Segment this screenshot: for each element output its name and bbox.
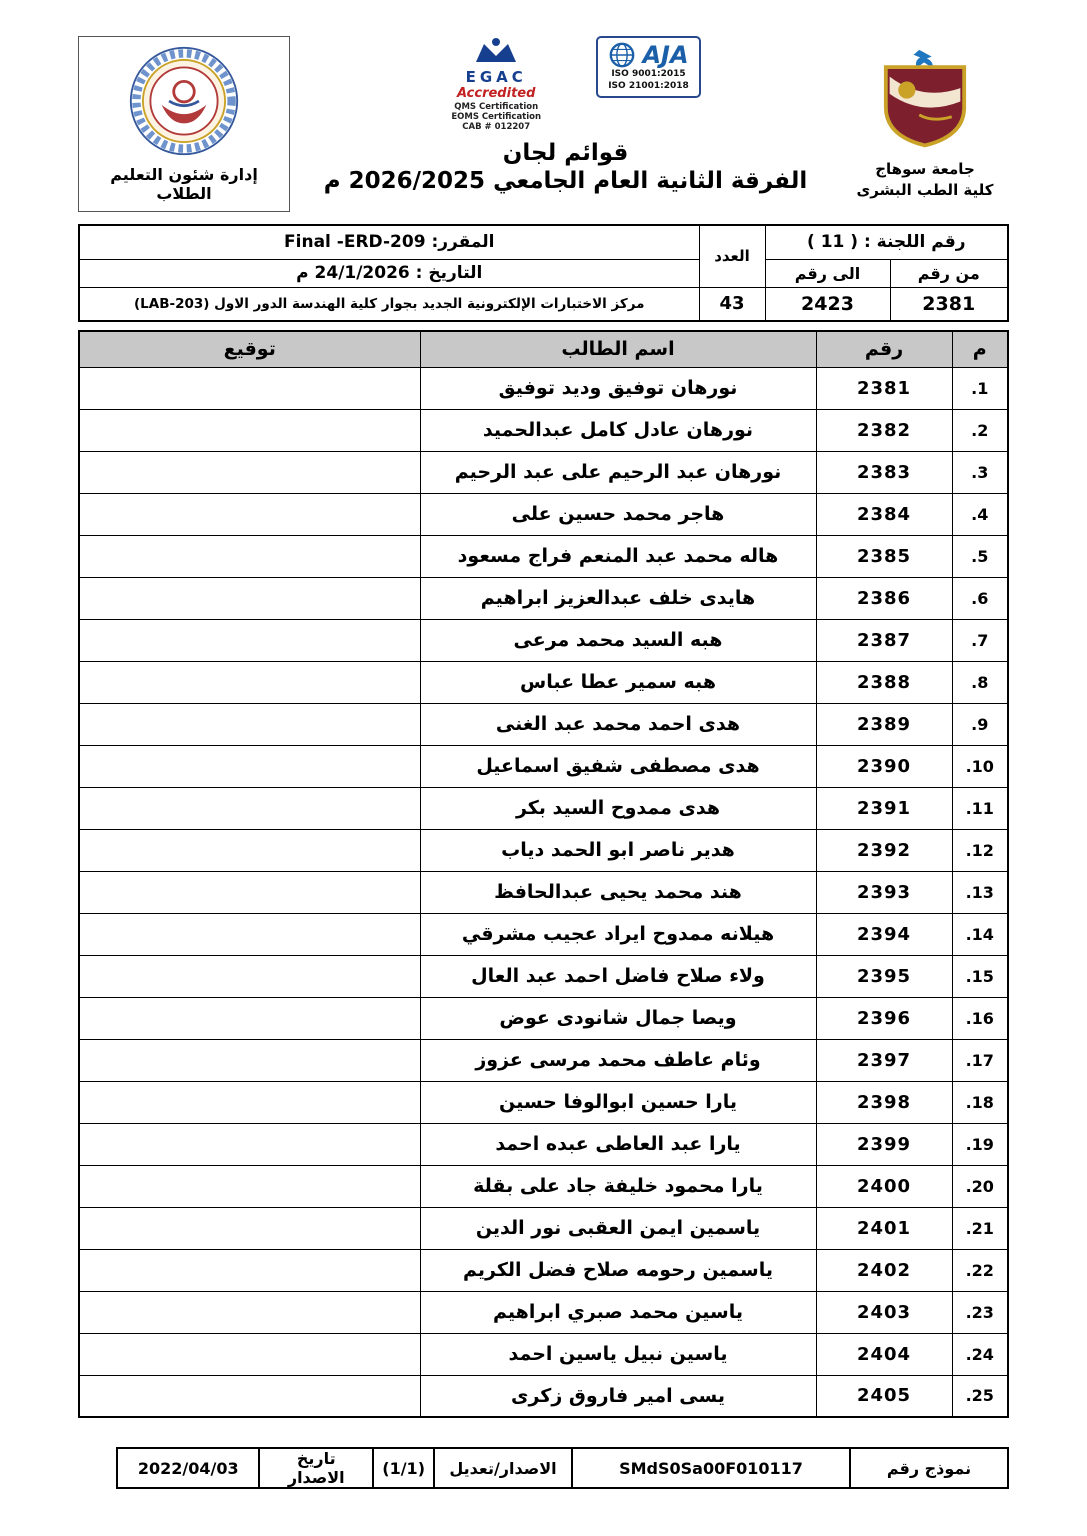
aja-iso-line-1: ISO 9001:2015 — [611, 69, 686, 79]
row-index: 13. — [952, 871, 1008, 913]
row-signature — [79, 577, 420, 619]
row-index: 11. — [952, 787, 1008, 829]
row-name: ياسمين ايمن العقبى نور الدين — [420, 1207, 816, 1249]
row-index: 21. — [952, 1207, 1008, 1249]
row-signature — [79, 451, 420, 493]
faculty-emblem-logo — [128, 45, 240, 157]
row-number: 2405 — [816, 1375, 952, 1417]
students-tbody — [79, 367, 1008, 1417]
exam-venue-cell: مركز الاختبارات الإلكترونية الجديد بجوار كلية الهندسة الدور الاول (LAB-203) — [79, 287, 699, 321]
student-row — [79, 1291, 1008, 1333]
student-row — [79, 703, 1008, 745]
count-value-cell: 43 — [699, 287, 765, 321]
row-signature — [79, 367, 420, 409]
row-index: 6. — [952, 577, 1008, 619]
row-index: 12. — [952, 829, 1008, 871]
row-name: يارا عبد العاطى عبده احمد — [420, 1123, 816, 1165]
row-name: ولاء صلاح فاضل احمد عبد العال — [420, 955, 816, 997]
student-row — [79, 661, 1008, 703]
row-name: هدى مصطفى شفيق اسماعيل — [420, 745, 816, 787]
row-signature — [79, 1333, 420, 1375]
issue-date-value: 2022/04/03 — [117, 1448, 259, 1488]
row-index: 4. — [952, 493, 1008, 535]
row-number: 2401 — [816, 1207, 952, 1249]
row-index: 15. — [952, 955, 1008, 997]
row-number: 2396 — [816, 997, 952, 1039]
row-number: 2392 — [816, 829, 952, 871]
row-signature — [79, 997, 420, 1039]
row-name: وئام عاطف محمد مرسى عزوز — [420, 1039, 816, 1081]
row-name: نورهان عبد الرحيم على عبد الرحيم — [420, 451, 816, 493]
row-signature — [79, 955, 420, 997]
row-index: 2. — [952, 409, 1008, 451]
student-row — [79, 1039, 1008, 1081]
to-number-label-cell: الى رقم — [765, 259, 890, 287]
row-number: 2383 — [816, 451, 952, 493]
row-name: هبه السيد محمد مرعى — [420, 619, 816, 661]
aja-iso-line-2: ISO 21001:2018 — [608, 80, 689, 91]
row-index: 25. — [952, 1375, 1008, 1417]
row-index: 10. — [952, 745, 1008, 787]
row-number: 2384 — [816, 493, 952, 535]
row-index: 18. — [952, 1081, 1008, 1123]
row-index: 9. — [952, 703, 1008, 745]
student-row — [79, 787, 1008, 829]
row-name: هيلانه ممدوح ايراد عجيب مشرقي — [420, 913, 816, 955]
row-number: 2398 — [816, 1081, 952, 1123]
row-signature — [79, 1249, 420, 1291]
row-number: 2391 — [816, 787, 952, 829]
row-signature — [79, 535, 420, 577]
row-signature — [79, 1375, 420, 1417]
row-name: هاله محمد عبد المنعم فراج مسعود — [420, 535, 816, 577]
row-number: 2389 — [816, 703, 952, 745]
row-index: 1. — [952, 367, 1008, 409]
form-footer — [116, 1447, 1009, 1489]
student-row — [79, 871, 1008, 913]
row-index: 14. — [952, 913, 1008, 955]
row-name: هايدى خلف عبدالعزيز ابراهيم — [420, 577, 816, 619]
revision-label: الاصدار/تعديل — [434, 1448, 572, 1488]
row-index: 17. — [952, 1039, 1008, 1081]
row-name: يارا حسين ابوالوفا حسين — [420, 1081, 816, 1123]
admin-office-box — [78, 36, 290, 212]
row-number: 2394 — [816, 913, 952, 955]
row-signature — [79, 787, 420, 829]
row-index: 5. — [952, 535, 1008, 577]
row-name: نورهان توفيق وديد توفيق — [420, 367, 816, 409]
row-index: 23. — [952, 1291, 1008, 1333]
row-signature — [79, 1039, 420, 1081]
page-title: قوائم لجان — [502, 140, 629, 167]
row-signature — [79, 829, 420, 871]
row-name: ياسمين رحومه صلاح فضل الكريم — [420, 1249, 816, 1291]
row-number: 2397 — [816, 1039, 952, 1081]
row-index: 16. — [952, 997, 1008, 1039]
student-row — [79, 997, 1008, 1039]
egac-logo — [430, 36, 562, 132]
student-row — [79, 619, 1008, 661]
student-row — [79, 1333, 1008, 1375]
student-row — [79, 451, 1008, 493]
row-number: 2387 — [816, 619, 952, 661]
egac-name: EGAC — [465, 68, 527, 87]
row-signature — [79, 409, 420, 451]
row-signature — [79, 493, 420, 535]
col-header-number: رقم — [816, 331, 952, 367]
student-row — [79, 955, 1008, 997]
row-signature — [79, 745, 420, 787]
row-signature — [79, 703, 420, 745]
exam-info-table — [78, 224, 1009, 322]
student-row — [79, 535, 1008, 577]
aja-globe-icon — [608, 41, 636, 69]
university-shield-logo — [877, 48, 973, 155]
row-number: 2399 — [816, 1123, 952, 1165]
row-name: يسى امير فاروق زكرى — [420, 1375, 816, 1417]
row-name: ياسين نبيل ياسين احمد — [420, 1333, 816, 1375]
row-index: 7. — [952, 619, 1008, 661]
row-index: 3. — [952, 451, 1008, 493]
row-signature — [79, 1207, 420, 1249]
row-signature — [79, 661, 420, 703]
row-index: 8. — [952, 661, 1008, 703]
row-name: نورهان عادل كامل عبدالحميد — [420, 409, 816, 451]
egac-cert-line-1: QMS Certification — [454, 101, 539, 112]
aja-name: AJA — [642, 41, 689, 69]
row-name: هند محمد يحيى عبدالحافظ — [420, 871, 816, 913]
col-header-signature: توقيع — [79, 331, 420, 367]
row-name: هدير ناصر ابو الحمد دياب — [420, 829, 816, 871]
admin-office-caption: إدارة شئون التعليم الطلاب — [110, 165, 258, 203]
row-number: 2385 — [816, 535, 952, 577]
row-signature — [79, 1081, 420, 1123]
student-row — [79, 829, 1008, 871]
row-signature — [79, 913, 420, 955]
exam-date-cell: التاريخ : 24/1/2026 م — [79, 259, 699, 287]
form-number-label: نموذج رقم — [850, 1448, 1008, 1488]
row-number: 2404 — [816, 1333, 952, 1375]
row-number: 2395 — [816, 955, 952, 997]
row-signature — [79, 619, 420, 661]
student-row — [79, 1081, 1008, 1123]
row-signature — [79, 1123, 420, 1165]
aja-logo — [596, 36, 701, 98]
egac-accredited-label: Accredited — [457, 86, 536, 102]
issue-date-label: تاريخ الاصدار — [259, 1448, 373, 1488]
row-name: ويصا جمال شانودى عوض — [420, 997, 816, 1039]
university-block — [841, 36, 1009, 201]
student-row — [79, 1123, 1008, 1165]
to-number-value-cell: 2423 — [765, 287, 890, 321]
students-table — [78, 330, 1009, 1418]
certification-logos — [296, 36, 835, 132]
faculty-name: كلية الطب البشرى — [856, 181, 994, 199]
row-signature — [79, 871, 420, 913]
from-number-label-cell: من رقم — [890, 259, 1008, 287]
row-name: هدى ممدوح السيد بكر — [420, 787, 816, 829]
row-signature — [79, 1291, 420, 1333]
committee-number-cell: رقم اللجنة : ( 11 ) — [765, 225, 1008, 259]
row-index: 22. — [952, 1249, 1008, 1291]
row-number: 2402 — [816, 1249, 952, 1291]
university-name: جامعة سوهاج — [875, 160, 975, 178]
col-header-name: اسم الطالب — [420, 331, 816, 367]
students-header-row — [79, 331, 1008, 367]
row-number: 2381 — [816, 367, 952, 409]
egac-crown-icon — [472, 36, 520, 64]
row-number: 2390 — [816, 745, 952, 787]
row-index: 24. — [952, 1333, 1008, 1375]
row-number: 2403 — [816, 1291, 952, 1333]
page-subtitle: الفرقة الثانية العام الجامعي 2026/2025 م — [323, 168, 808, 195]
student-row — [79, 1165, 1008, 1207]
row-name: يارا محمود خليفة جاد على بقلة — [420, 1165, 816, 1207]
course-cell: المقرر: Final -ERD-209 — [79, 225, 699, 259]
student-row — [79, 577, 1008, 619]
student-row — [79, 409, 1008, 451]
row-name: هاجر محمد حسين على — [420, 493, 816, 535]
row-number: 2386 — [816, 577, 952, 619]
student-row — [79, 913, 1008, 955]
row-signature — [79, 1165, 420, 1207]
student-row — [79, 1207, 1008, 1249]
page-header — [78, 36, 1009, 212]
row-name: هدى احمد محمد عبد الغنى — [420, 703, 816, 745]
row-number: 2400 — [816, 1165, 952, 1207]
row-index: 20. — [952, 1165, 1008, 1207]
egac-cert-line-2: EOMS Certification — [451, 111, 542, 122]
row-name: هبه سمير عطا عباس — [420, 661, 816, 703]
revision-value: (1/1) — [373, 1448, 434, 1488]
from-number-value-cell: 2381 — [890, 287, 1008, 321]
row-number: 2393 — [816, 871, 952, 913]
row-name: ياسين محمد صبري ابراهيم — [420, 1291, 816, 1333]
header-center — [290, 36, 841, 194]
student-row — [79, 1249, 1008, 1291]
row-index: 19. — [952, 1123, 1008, 1165]
form-number-value: SMdS0Sa00F010117 — [572, 1448, 850, 1488]
col-header-index: م — [952, 331, 1008, 367]
student-row — [79, 493, 1008, 535]
student-row — [79, 1375, 1008, 1417]
egac-cert-line-3: CAB # 012207 — [462, 122, 531, 133]
row-number: 2388 — [816, 661, 952, 703]
student-row — [79, 367, 1008, 409]
count-header-cell: العدد — [699, 225, 765, 287]
row-number: 2382 — [816, 409, 952, 451]
student-row — [79, 745, 1008, 787]
